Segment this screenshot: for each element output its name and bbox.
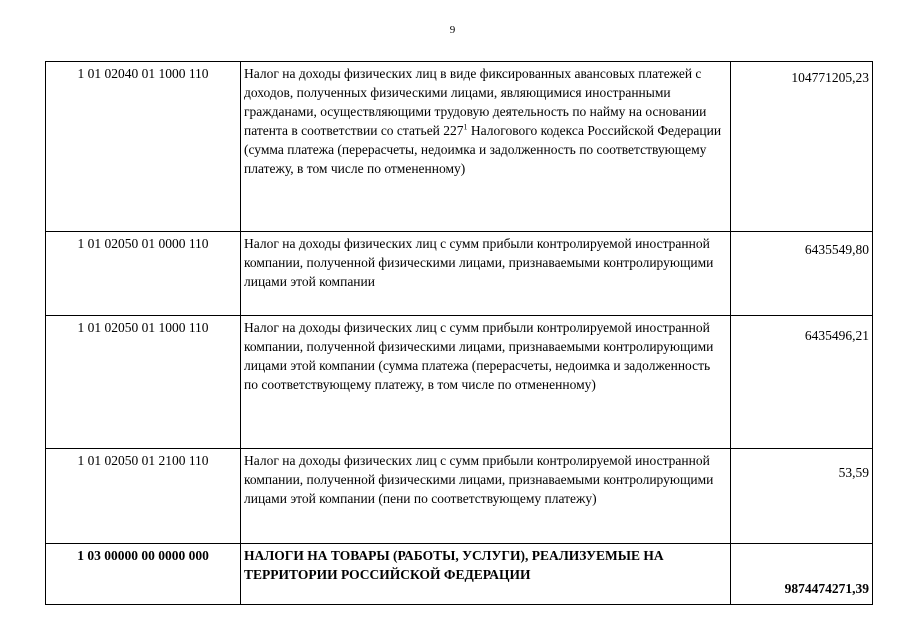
budget-revenue-table xyxy=(45,61,873,605)
revenue-name-text: Налог на доходы физических лиц в виде фиксированных авансовых платежей с доходов, полученных физическими лицами, являющимися иностранными гражданами, осуществляющими трудовую деятельность по найму на основании патента в соответствии со статьей 227 xyxy=(244,66,707,138)
revenue-amount: 6435549,80 xyxy=(731,232,873,316)
revenue-amount: 53,59 xyxy=(731,449,873,544)
revenue-name: Налог на доходы физических лиц с сумм прибыли контролируемой иностранной компании, полученной физическими лицами, признаваемыми контролирующими лицами этой компании (сумма платежа (перерасчеты, недоимка и задолженность по соответствующему платежу, в том числе по отмененному) xyxy=(241,316,731,449)
revenue-amount: 9874474271,39 xyxy=(731,544,873,605)
revenue-name: Налог на доходы физических лиц с сумм прибыли контролируемой иностранной компании, полученной физическими лицами, признаваемыми контролирующими лицами этой компании xyxy=(241,232,731,316)
table-row xyxy=(46,232,873,316)
revenue-name-text-continued: Налогового кодекса Российской Федерации (сумма платежа (перерасчеты, недоимка и задолженность по соответствующему платежу, в том числе по отмененному) xyxy=(244,123,722,176)
budget-classification-code: 1 03 00000 00 0000 000 xyxy=(46,544,241,605)
budget-classification-code: 1 01 02040 01 1000 110 xyxy=(46,62,241,232)
budget-classification-code: 1 01 02050 01 1000 110 xyxy=(46,316,241,449)
page-number: 9 xyxy=(449,24,456,36)
revenue-name: НАЛОГИ НА ТОВАРЫ (РАБОТЫ, УСЛУГИ), РЕАЛИЗУЕМЫЕ НА ТЕРРИТОРИИ РОССИЙСКОЙ ФЕДЕРАЦИИ xyxy=(241,544,731,605)
revenue-name xyxy=(241,62,731,232)
superscript-note: 1 xyxy=(463,122,468,132)
revenue-name: Налог на доходы физических лиц с сумм прибыли контролируемой иностранной компании, полученной физическими лицами, признаваемыми контролирующими лицами этой компании (пени по соответствующему платежу) xyxy=(241,449,731,544)
table-row xyxy=(46,316,873,449)
revenue-amount: 104771205,23 xyxy=(731,62,873,232)
revenue-amount: 6435496,21 xyxy=(731,316,873,449)
budget-classification-code: 1 01 02050 01 2100 110 xyxy=(46,449,241,544)
table-row-section-total xyxy=(46,544,873,605)
table-row xyxy=(46,62,873,232)
budget-classification-code: 1 01 02050 01 0000 110 xyxy=(46,232,241,316)
table-row xyxy=(46,449,873,544)
